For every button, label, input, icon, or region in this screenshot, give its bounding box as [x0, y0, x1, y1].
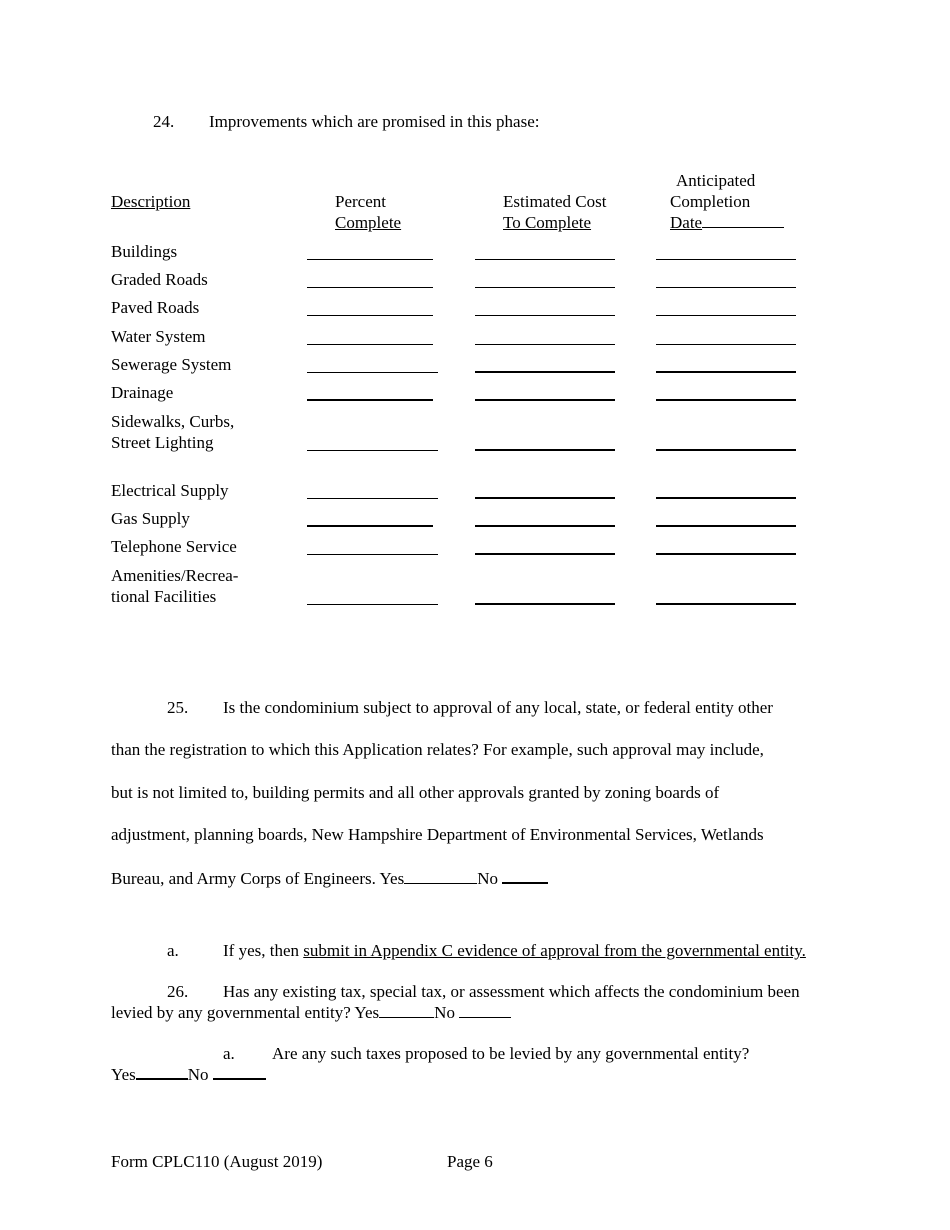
row-label-amenities-line2: tional Facilities	[111, 587, 217, 606]
q25-yes-blank[interactable]	[404, 882, 477, 884]
q26-yes-blank[interactable]	[379, 1016, 434, 1018]
q25-no-blank[interactable]	[502, 881, 548, 884]
row-label-sidewalks: Sidewalks, Curbs,	[111, 412, 235, 431]
row-label-telephone-service: Telephone Service	[111, 537, 237, 556]
field-date-amenities[interactable]	[656, 603, 796, 605]
header-date-label: Date	[670, 213, 703, 232]
q24-number: 24.	[153, 112, 175, 131]
header-percent-line1: Percent	[335, 192, 386, 211]
field-cost-water-system[interactable]	[475, 344, 615, 345]
q25-no-label: No	[477, 869, 498, 888]
q26a-yes-label: Yes	[111, 1065, 136, 1084]
field-percent-paved-roads[interactable]	[307, 315, 433, 316]
q26-no-blank[interactable]	[459, 1016, 511, 1018]
field-percent-electrical-supply[interactable]	[307, 498, 438, 499]
q25-line1: Is the condominium subject to approval of any local, state, or federal entity other	[223, 698, 773, 717]
q26a-text: Are any such taxes proposed to be levied by any governmental entity?	[272, 1044, 750, 1063]
field-date-electrical-supply[interactable]	[656, 497, 796, 499]
field-date-drainage[interactable]	[656, 399, 796, 401]
field-date-graded-roads[interactable]	[656, 287, 796, 288]
q26a-answers	[111, 1065, 266, 1085]
field-cost-drainage[interactable]	[475, 399, 615, 401]
q25-line2: than the registration to which this Application relates? For example, such approval may include,	[111, 740, 764, 759]
q24-text: Improvements which are promised in this phase:	[209, 112, 540, 131]
field-percent-water-system[interactable]	[307, 344, 433, 345]
field-cost-sewerage-system[interactable]	[475, 371, 615, 373]
field-cost-buildings[interactable]	[475, 259, 615, 260]
field-percent-graded-roads[interactable]	[307, 287, 433, 288]
field-percent-amenities[interactable]	[307, 604, 438, 605]
field-date-gas-supply[interactable]	[656, 525, 796, 527]
field-percent-telephone-service[interactable]	[307, 554, 438, 555]
field-date-water-system[interactable]	[656, 344, 796, 345]
field-percent-gas-supply[interactable]	[307, 525, 433, 527]
q26-no-label: No	[434, 1003, 455, 1022]
row-label-buildings: Buildings	[111, 242, 178, 261]
q26a-no-blank[interactable]	[213, 1077, 266, 1080]
header-date-line2: Completion	[670, 192, 751, 211]
footer-page-number: Page 6	[447, 1152, 493, 1171]
row-label-sewerage-system: Sewerage System	[111, 355, 232, 374]
row-label-gas-supply: Gas Supply	[111, 509, 190, 528]
row-label-water-system: Water System	[111, 327, 206, 346]
row-label-amenities: Amenities/Recrea-	[111, 566, 239, 585]
field-cost-electrical-supply[interactable]	[475, 497, 615, 499]
field-date-sewerage-system[interactable]	[656, 371, 796, 373]
row-label-graded-roads: Graded Roads	[111, 270, 208, 289]
q25-line4: adjustment, planning boards, New Hampshire Department of Environmental Services, Wetlands	[111, 825, 764, 844]
field-cost-paved-roads[interactable]	[475, 315, 615, 316]
field-percent-sewerage-system[interactable]	[307, 372, 438, 373]
q26a-no-label: No	[187, 1065, 209, 1084]
field-date-buildings[interactable]	[656, 259, 796, 260]
q25a-line	[223, 941, 806, 961]
footer-form-id: Form CPLC110 (August 2019)	[111, 1152, 323, 1171]
q26-line1: Has any existing tax, special tax, or assessment which affects the condominium been	[223, 982, 800, 1001]
q25-number: 25.	[167, 698, 189, 717]
field-percent-drainage[interactable]	[307, 399, 433, 401]
header-description: Description	[111, 192, 191, 211]
field-date-paved-roads[interactable]	[656, 315, 796, 316]
header-percent-line2: Complete	[335, 213, 402, 232]
q25a-instruction: submit in Appendix C evidence of approval from the governmental entity.	[303, 941, 806, 960]
field-cost-telephone-service[interactable]	[475, 553, 615, 555]
field-cost-gas-supply[interactable]	[475, 525, 615, 527]
field-cost-amenities[interactable]	[475, 603, 615, 605]
header-date-line1: Anticipated	[676, 171, 756, 190]
q25-line3: but is not limited to, building permits and all other approvals granted by zoning boards of	[111, 783, 720, 802]
q25a-marker: a.	[167, 941, 179, 960]
header-cost-line2: To Complete	[503, 213, 592, 232]
field-percent-buildings[interactable]	[307, 259, 433, 260]
q25-line5-text: Bureau, and Army Corps of Engineers. Yes	[111, 869, 405, 888]
row-label-sidewalks-line2: Street Lighting	[111, 433, 214, 452]
row-label-paved-roads: Paved Roads	[111, 298, 200, 317]
field-date-sidewalks[interactable]	[656, 449, 796, 451]
header-date-line3	[670, 213, 784, 233]
field-cost-graded-roads[interactable]	[475, 287, 615, 288]
row-label-electrical-supply: Electrical Supply	[111, 481, 229, 500]
row-label-drainage: Drainage	[111, 383, 174, 402]
field-cost-sidewalks[interactable]	[475, 449, 615, 451]
q25a-text: If yes, then	[223, 941, 304, 960]
q25-line5	[111, 869, 548, 889]
field-date-telephone-service[interactable]	[656, 553, 796, 555]
header-cost-line1: Estimated Cost	[503, 192, 607, 211]
header-date-underline	[702, 226, 784, 228]
q26-line2-text: levied by any governmental entity? Yes	[111, 1003, 380, 1022]
q26a-yes-blank[interactable]	[136, 1077, 188, 1080]
q26-number: 26.	[167, 982, 189, 1001]
q26-line2	[111, 1003, 511, 1023]
q26a-marker: a.	[223, 1044, 235, 1063]
field-percent-sidewalks[interactable]	[307, 450, 438, 451]
